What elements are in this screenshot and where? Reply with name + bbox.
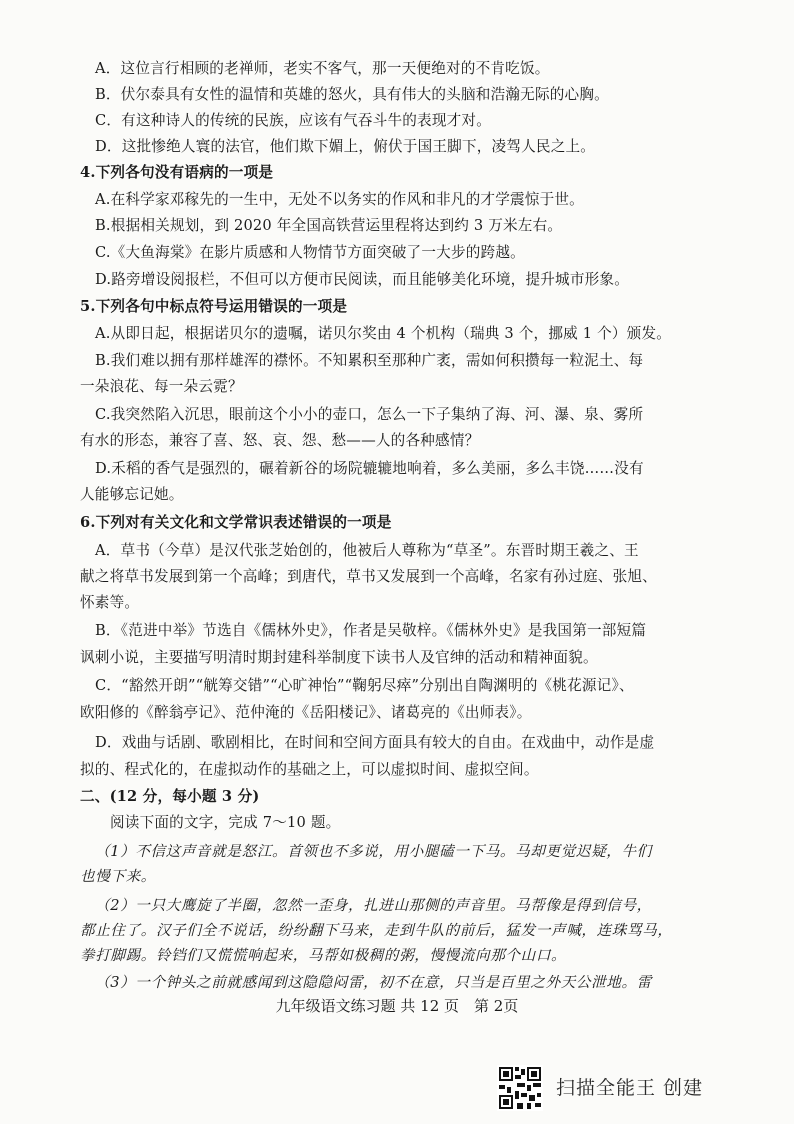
option-6b-line2: 讽刺小说，主要描写明清时期封建科举制度下读书人及官绅的活动和精神面貌。 (80, 649, 598, 666)
option-6b-line1: B．《范进中举》节选自《儒林外史》，作者是吴敬梓。《儒林外史》是我国第一部短篇 (95, 622, 647, 639)
passage-p1-line2: 也慢下来。 (80, 868, 156, 885)
option-6d-line1: D．戏曲与话剧、歌剧相比，在时间和空间方面具有较大的自由。在戏曲中，动作是虚 (95, 734, 655, 751)
passage-p3-line1: （3）一个钟头之前就感闻到这隐隐闷雷，初不在意，只当是百里之外天公泄地。雷 (95, 974, 652, 991)
option-6c-line1: C．“豁然开朗”“觥筹交错”“心旷神怡”“鞠躬尽瘁”分别出自陶渊明的《桃花源记》、 (95, 677, 634, 694)
option-5d-line1: D.禾稻的香气是强烈的，碾着新谷的场院辘辘地响着，多么美丽，多么丰饶……没有 (95, 460, 644, 477)
option-6a-line3: 怀素等。 (80, 594, 140, 611)
option-3a: A．这位言行相顾的老禅师，老实不客气，那一天便绝对的不肯吃饭。 (95, 60, 550, 77)
option-5b-line1: B.我们难以拥有那样雄浑的襟怀。不知累积至那种广袤，需如何积攒每一粒泥土、每 (95, 352, 644, 369)
option-4c: C.《大鱼海棠》在影片质感和人物情节方面突破了一大步的跨越。 (95, 244, 525, 261)
option-6a-line2: 献之将草书发展到第一个高峰；到唐代，草书又发展到一个高峰，名家有孙过庭、张旭、 (80, 568, 657, 585)
passage-p1-line1: （1）不信这声音就是怒江。首领也不多说，用小腿磕一下马。马却更觉迟疑，牛们 (95, 843, 652, 860)
question-6: 6.下列对有关文化和文学常识表述错误的一项是 (80, 514, 392, 531)
option-6a-line1: A．草书（今草）是汉代张芝始创的，他被后人尊称为“草圣”。东晋时期王羲之、王 (95, 542, 639, 559)
option-5c-line1: C.我突然陷入沉思，眼前这个小小的壶口，怎么一下子集纳了海、河、瀑、泉、雾所 (95, 406, 644, 423)
option-4d: D.路旁增设阅报栏，不但可以方便市民阅读，而且能够美化环境，提升城市形象。 (95, 271, 630, 288)
option-5a: A.从即日起，根据诺贝尔的遗嘱，诺贝尔奖由 4 个机构（瑞典 3 个，挪威 1 个）颁发。 (95, 325, 672, 342)
option-4a: A.在科学家邓稼先的一生中，无处不以务实的作风和非凡的才学震惊于世。 (95, 191, 584, 208)
passage-p2-line1: （2）一只大鹰旋了半圈，忽然一歪身，扎进山那侧的声音里。马帮像是得到信号， (95, 897, 652, 914)
option-4b: B.根据相关规划，到 2020 年全国高铁营运里程将达到约 3 万米左右。 (95, 217, 563, 234)
option-3d: D．这批惨绝人寰的法官，他们欺下媚上，俯伏于国王脚下，凌驾人民之上。 (95, 138, 596, 155)
option-5d-line2: 人能够忘记她。 (80, 486, 184, 503)
option-3b: B．伏尔泰具有女性的温情和英雄的怒火，具有伟大的头脑和浩瀚无际的心胸。 (95, 86, 609, 103)
reading-instruction: 阅读下面的文字，完成 7～10 题。 (110, 814, 341, 831)
qr-code-icon (497, 1065, 543, 1111)
question-5: 5.下列各句中标点符号运用错误的一项是 (80, 298, 348, 315)
page-footer: 九年级语文练习题 共 12 页 第 2页 (275, 997, 519, 1015)
question-4: 4.下列各句没有语病的一项是 (80, 164, 274, 181)
passage-p2-line3: 拳打脚踢。铃铛们又慌慌响起来，马帮如极稠的粥，慢慢流向那个山口。 (80, 947, 567, 964)
scanner-watermark: 扫描全能王 创建 (556, 1077, 704, 1099)
option-5c-line2: 有水的形态，兼容了喜、怒、哀、怨、愁——人的各种感情？ (80, 432, 480, 449)
option-5b-line2: 一朵浪花、每一朵云霓？ (80, 378, 243, 395)
passage-p2-line2: 都止住了。汉子们全不说话，纷纷翻下马来，走到牛队的前后，猛发一声喊，连珠骂马， (80, 922, 673, 939)
option-6d-line2: 拟的、程式化的，在虚拟动作的基础之上，可以虚拟时间、虚拟空间。 (80, 761, 539, 778)
section-2-heading: 二、(12 分，每小题 3 分) (80, 788, 260, 805)
option-6c-line2: 欧阳修的《醉翁亭记》、范仲淹的《岳阳楼记》、诸葛亮的《出师表》。 (80, 704, 532, 721)
option-3c: C．有这种诗人的传统的民族，应该有气吞斗牛的表现才对。 (95, 112, 492, 129)
